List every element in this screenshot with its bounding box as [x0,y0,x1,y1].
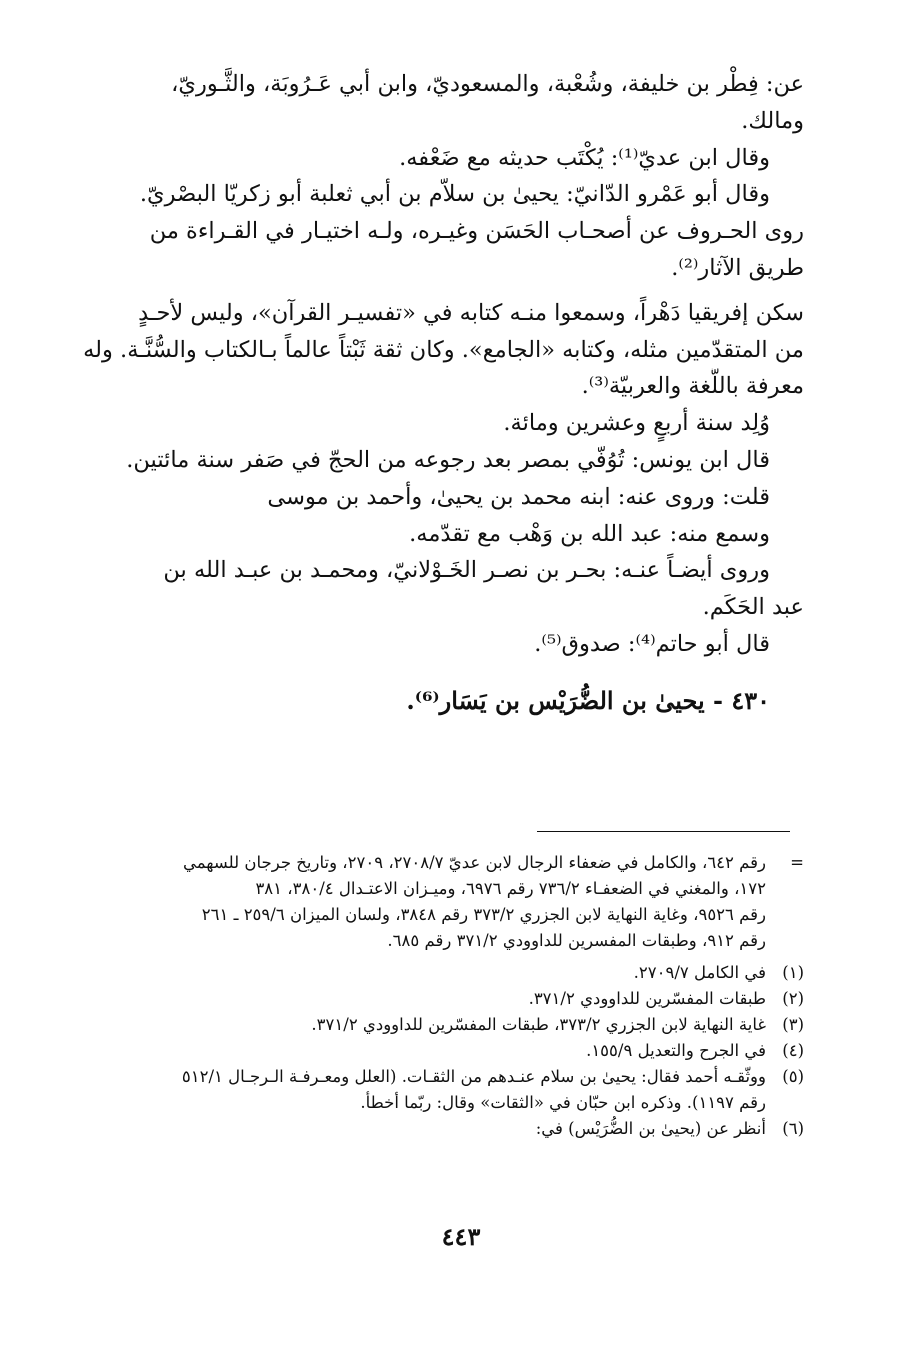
footnote-line [76,1090,804,1116]
footnote-text: أنظر عن (يحيىٰ بن الضُّرَيْس) في: [535,1119,766,1138]
footnote-text: ووثّقـه أحمد فقال: يحيىٰ بن سلام عنـدهم من الثقـات. (العلل ومعـرفـة الـرجـال ٥١٢/١ [181,1067,766,1086]
footnote-marker: (٢) [782,989,804,1008]
text-line: روى الحـروف عن أصحـاب الحَسَن وغيـره، ولـه اختيـار في القـراءة من [149,218,804,245]
text-line: وسمع منه: عبد الله بن وَهْب مع تقدّمه. [409,520,770,547]
text-line: طريق الآثار⁽²⁾. [671,254,804,281]
footnote-line [76,928,804,954]
footnote-separator [537,831,790,832]
footnote-line [76,876,804,902]
text-line: قلت: وروى عنه: ابنه محمد بن يحيىٰ، وأحمد بن موسى [267,483,770,510]
footnote-line [76,1116,804,1142]
text-line: وُلِد سنة أربعٍ وعشرين ومائة. [503,410,770,437]
footnote-text: في الكامل ٢٧٠٩/٧. [633,963,766,982]
text-line: ومالك. [741,107,804,134]
footnote-line [76,1012,804,1038]
text-line: عن: فِطْر بن خليفة، وشُعْبة، والمسعوديّ، وابن أبي عَـرُوبَة، والثَّـوريّ، [171,71,804,97]
footnote-line [76,1064,804,1090]
main-text [76,66,804,720]
entry-heading: ٤٣٠ - يحيىٰ بن الضُّرَيْس بن يَسَار⁽⁶⁾. [406,685,770,715]
footnote-text: ١٧٢، والمغني في الضعفـاء ٧٣٦/٢ رقم ٦٩٧٦، وميـزان الاعتـدال ٣٨٠/٤، ٣٨١ [255,879,766,898]
footnote-text: رقم ١١٩٧). وذكره ابن حبّان في «الثقات» وقال: ربّما أخطأ. [360,1093,766,1112]
footnote-text: طبقات المفسّرين للداوودي ٣٧١/٢. [528,989,766,1008]
footnote-text: رقم ٩٥٢٦، وغاية النهاية لابن الجزري ٣٧٣/٢ رقم ٣٨٤٨، ولسان الميزان ٢٥٩/٦ ـ ٢٦١ [201,905,766,924]
text-line: وروى أيضـاً عنـه: بحـر بن نصـر الخَـوْلانيّ، ومحمـد بن عبـد الله بن [163,557,770,584]
text-line: سكن إفريقيا دَهْراً، وسمعوا منـه كتابه في «تفسيـر القرآن»، وليس لأحـدٍ [138,299,804,326]
text-line: معرفة باللُّغة والعربيّة⁽³⁾. [581,373,804,400]
text-line: من المتقدّمين مثله، وكتابه «الجامع». وكان ثقة ثَبْتاً عالماً بـالكتاب والسُّنَّـة. وله [83,336,804,363]
footnote-marker: = [790,853,804,872]
footnote-text: غاية النهاية لابن الجزري ٣٧٣/٢، طبقات المفسّرين للداوودي ٣٧١/٢. [311,1015,766,1034]
footnote-marker: (٤) [782,1041,804,1060]
text-line: وقال ابن عديّ⁽¹⁾: يُكْتَب حديثه مع ضَعْفه. [399,144,770,171]
text-line: وقال أبو عَمْرو الدّانيّ: يحيىٰ بن سلاّم بن أبي ثعلبة أبو زكريّا البصْريّ. [139,181,770,208]
footnotes [76,850,804,1142]
footnote-marker: (٦) [782,1119,804,1138]
footnote-text: رقم ٩١٢، وطبقات المفسرين للداوودي ٣٧١/٢ رقم ٦٨٥. [387,931,766,950]
footnote-line [76,850,804,876]
footnote-marker: (١) [782,963,804,982]
footnote-text: في الجرح والتعديل ١٥٥/٩. [586,1041,766,1060]
footnote-line [76,960,804,986]
page-number: ٤٤٣ [441,1222,481,1251]
text-line: قال ابن يونس: تُوُفّي بمصر بعد رجوعه من الحجّ في صَفر سنة مائتين. [126,446,770,473]
footnote-marker: (٥) [782,1067,804,1086]
footnote-text: رقم ٦٤٢، والكامل في ضعفاء الرجال لابن عديّ ٢٧٠٨/٧، ٢٧٠٩، وتاريخ جرجان للسهمي [183,853,766,872]
footnote-marker: (٣) [782,1015,804,1034]
text-line: عبد الحَكَم. [702,594,804,621]
footnote-line [76,1038,804,1064]
footnote-line [76,986,804,1012]
text-line: قال أبو حاتم⁽⁴⁾: صدوق⁽⁵⁾. [534,630,770,657]
footnote-line [76,902,804,928]
